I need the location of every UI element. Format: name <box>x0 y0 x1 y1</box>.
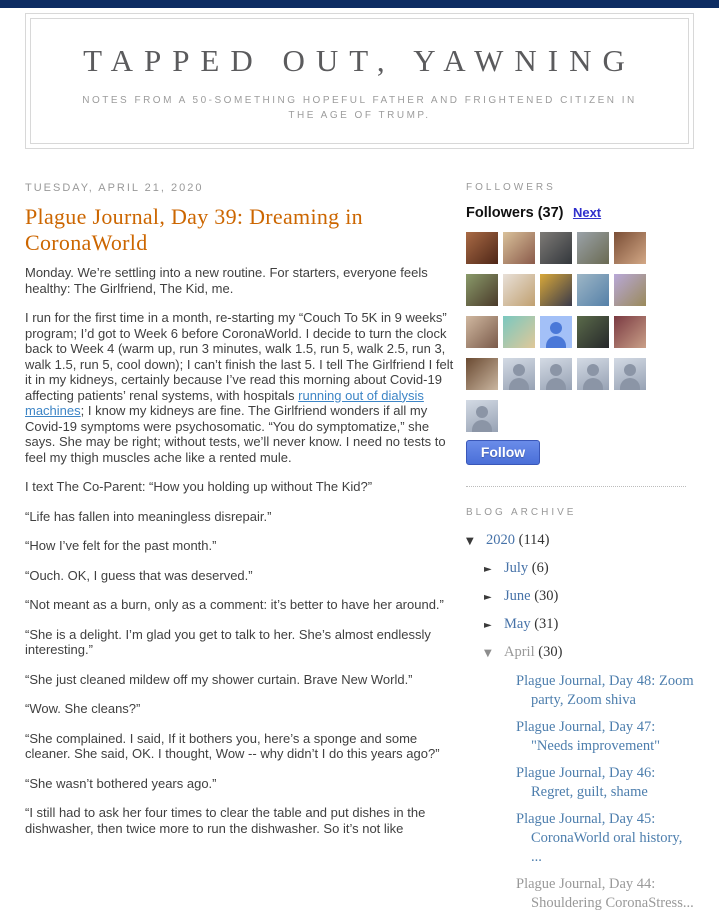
archive-post-link[interactable]: Plague Journal, Day 44: Shouldering CoronaStress... <box>516 876 694 911</box>
post-paragraph: “I still had to ask her four times to clear the table and put dishes in the dishwasher, then twice more to run the dishwasher. So it’s not like <box>25 805 426 836</box>
cyclist-with-helmet[interactable] <box>577 232 609 264</box>
avatar-torso-shape <box>620 378 640 390</box>
archive-tree <box>466 532 694 913</box>
post-title[interactable]: Plague Journal, Day 39: Dreaming in CoronaWorld <box>25 204 363 255</box>
follow-button[interactable]: Follow <box>466 440 540 465</box>
archive-month-july[interactable]: July <box>504 560 529 576</box>
default-gray-avatar[interactable] <box>577 358 609 390</box>
smiling-woman-brown-hair[interactable] <box>614 232 646 264</box>
archive-count: (30) <box>530 588 559 604</box>
post-paragraph: “Life has fallen into meaningless disrepair.” <box>25 508 272 524</box>
avatar-torso-shape <box>509 378 529 390</box>
expand-arrow-icon[interactable]: ► <box>484 592 492 603</box>
couple-photo[interactable] <box>466 316 498 348</box>
archive-count: (31) <box>530 616 559 632</box>
archive-post-link[interactable]: Plague Journal, Day 48: Zoom party, Zoom shiva <box>516 673 694 708</box>
avatar-head-shape <box>550 322 562 334</box>
followers-next-link[interactable]: Next <box>572 205 602 220</box>
post-date: TUESDAY, APRIL 21, 2020 <box>25 182 204 194</box>
default-gray-avatar[interactable] <box>466 400 498 432</box>
archive-post-link[interactable]: Plague Journal, Day 45: CoronaWorld oral history, ... <box>516 811 683 865</box>
followers-section-title: FOLLOWERS <box>466 182 556 193</box>
man-suit-red-tie[interactable] <box>540 274 572 306</box>
woman-eclipse-glasses[interactable] <box>614 316 646 348</box>
blonde-woman-smiling[interactable] <box>503 274 535 306</box>
archive-month-may[interactable]: May <box>504 616 531 632</box>
archive-count: (30) <box>534 644 563 660</box>
expand-arrow-icon[interactable]: ► <box>484 620 492 631</box>
archive-year-2020[interactable]: 2020 <box>486 532 515 548</box>
archive-month-april: April <box>504 644 535 660</box>
avatar-head-shape <box>550 364 562 376</box>
default-blue-avatar[interactable] <box>540 316 572 348</box>
avatar-torso-shape <box>472 420 492 432</box>
avatar-torso-shape <box>583 378 603 390</box>
post-paragraph: “She wasn’t bothered years ago.” <box>25 775 217 791</box>
man-glasses-gray-beard[interactable] <box>466 274 498 306</box>
blog-title[interactable]: TAPPED OUT, YAWNING <box>83 43 636 78</box>
default-gray-avatar[interactable] <box>614 358 646 390</box>
archive-count: (114) <box>515 532 550 548</box>
avatar-head-shape <box>624 364 636 376</box>
blog-archive-widget <box>466 507 694 913</box>
blog-header <box>25 13 694 149</box>
blog-subtitle: NOTES FROM A 50-SOMETHING HOPEFUL FATHER AND FRIGHTENED CITIZEN IN THE AGE OF TRUMP. <box>82 95 637 121</box>
followers-widget <box>466 182 694 465</box>
default-gray-avatar[interactable] <box>503 358 535 390</box>
default-gray-avatar[interactable] <box>540 358 572 390</box>
woman-blue-top-lake[interactable] <box>577 274 609 306</box>
man-with-dog[interactable] <box>466 358 498 390</box>
expand-arrow-icon[interactable]: ► <box>484 564 492 575</box>
followers-count-row <box>466 204 694 222</box>
archive-count: (6) <box>528 560 549 576</box>
avatar-head-shape <box>476 406 488 418</box>
archive-post-list <box>484 672 694 913</box>
post-paragraph: I run for the first time in a month, re-starting my “Couch To 5K in 9 weeks” program; I’d got to Week 6 before CoronaWorld. I decide to turn the clock back to Week 4 (warm up, run 3 minutes, walk 1.5, run 5, walk 2.5, run 3, walk 1.5, run 5, cool down); I can’t finish the last 5. I tell The Girlfriend I felt it in my kidneys, certainly because I’ve read this morning about Covid-19 affecting patients’ renal systems, with hospitals running out of dialysis machines; I know my kidneys are fine. The Girlfriend wonders if all my Covid-19 symptoms were psychosomatic. “You do symptomatize,” she says. She may be right; without tests, we’ll never know. I need no tests to feel my thigh muscles ache like a rented mule. <box>25 310 454 465</box>
archive-month-june[interactable]: June <box>504 588 531 604</box>
post-paragraph: “Ouch. OK, I guess that was deserved.” <box>25 567 253 583</box>
blogger-navbar <box>0 0 719 8</box>
post-paragraph: “She just cleaned mildew off my shower curtain. Brave New World.” <box>25 671 413 687</box>
collapse-arrow-icon[interactable]: ▼ <box>466 536 474 547</box>
archive-month-row <box>484 644 694 662</box>
archive-month-row <box>484 588 694 606</box>
post-body <box>25 265 460 836</box>
sidebar-divider <box>466 486 686 487</box>
blog-header-inner <box>30 18 689 144</box>
archive-year-row <box>466 532 694 550</box>
dialysis-machines-link[interactable]: running out of dialysis machines <box>25 387 424 418</box>
avatar-torso-shape <box>546 336 566 348</box>
woman-sunglasses-desert[interactable] <box>503 232 535 264</box>
post-column <box>25 182 460 921</box>
post-paragraph: “Wow. She cleans?” <box>25 701 141 716</box>
archive-post-link[interactable]: Plague Journal, Day 46: Regret, guilt, shame <box>516 765 656 800</box>
avatar-head-shape <box>513 364 525 376</box>
post-paragraph: Monday. We’re settling into a new routine. For starters, everyone feels healthy: The Girlfriend, The Kid, me. <box>25 265 428 296</box>
post-paragraph: I text The Co-Parent: “How you holding up without The Kid?” <box>25 479 373 494</box>
post-paragraph: “How I’ve felt for the past month.” <box>25 538 217 553</box>
post-paragraph: “She is a delight. I’m glad you get to talk to her. She’s almost endlessly interesting.” <box>25 626 431 657</box>
content-area <box>0 149 719 921</box>
archive-month-row <box>484 616 694 634</box>
older-man-dark-suit[interactable] <box>540 232 572 264</box>
sidebar <box>466 182 694 921</box>
archive-month-row <box>484 560 694 578</box>
archive-months <box>466 560 694 913</box>
post-paragraph: “Not meant as a burn, only as a comment: it’s better to have her around.” <box>25 597 444 612</box>
archive-section-title: BLOG ARCHIVE <box>466 507 577 518</box>
post-paragraph: “She complained. I said, If it bothers you, here’s a sponge and some cleaner. She said, OK. I thought, Wow -- why didn’t I do this years ago?” <box>25 730 440 761</box>
avatar-head-shape <box>587 364 599 376</box>
purple-note-on-bottles[interactable] <box>614 274 646 306</box>
blonde-woman-teal-top[interactable] <box>503 316 535 348</box>
avatar-torso-shape <box>546 378 566 390</box>
collapse-arrow-icon[interactable]: ▼ <box>484 648 492 659</box>
followers-count: Followers (37) <box>466 205 564 221</box>
man-dark-hair[interactable] <box>577 316 609 348</box>
archive-post-link[interactable]: Plague Journal, Day 47: "Needs improvement" <box>516 719 661 754</box>
man-with-guitar[interactable] <box>466 232 498 264</box>
followers-grid <box>466 232 650 432</box>
